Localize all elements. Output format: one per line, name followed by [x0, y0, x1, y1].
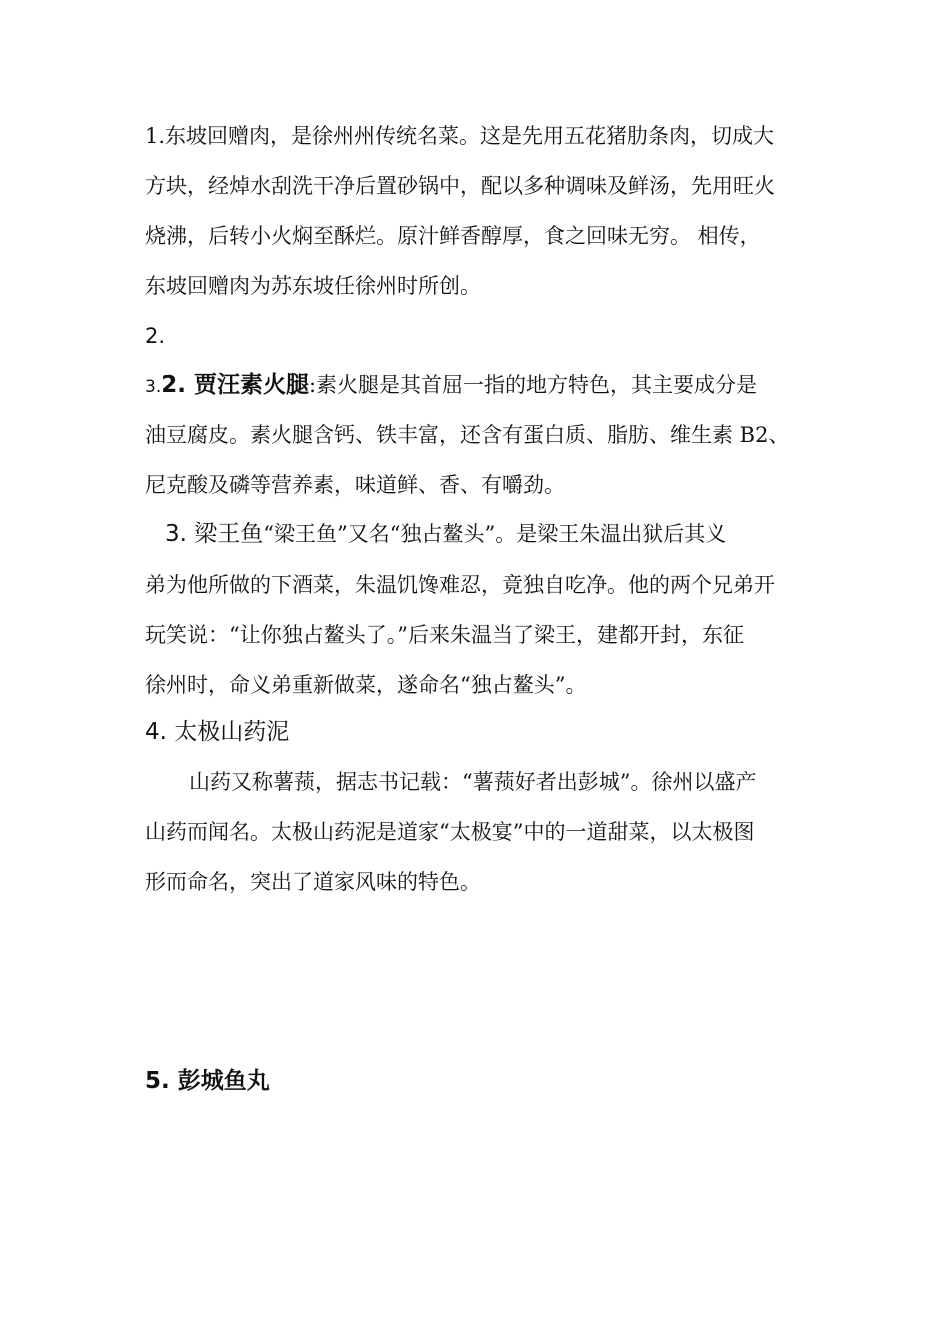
paragraph-line: 山药又称薯蓣，据志书记载：“薯蓣好者出彭城”。徐州以盛产	[189, 770, 757, 794]
paragraph-line: 东坡回赠肉为苏东坡任徐州时所创。	[145, 274, 481, 298]
list-number: 3.	[145, 377, 162, 397]
paragraph-line: 尼克酸及磷等营养素，味道鲜、香、有嚼劲。	[145, 473, 565, 497]
paragraph-line: 山药而闻名。太极山药泥是道家“太极宴”中的一道甜菜，以太极图	[145, 820, 755, 844]
section-heading: 4. 太极山药泥	[145, 719, 290, 745]
paragraph-line: 油豆腐皮。素火腿含钙、铁丰富，还含有蛋白质、脂肪、维生素 B2、	[145, 423, 790, 447]
section-heading: 5. 彭城鱼丸	[145, 1068, 270, 1094]
paragraph-line: 方块，经焯水刮洗干净后置砂锅中，配以多种调味及鲜汤，先用旺火	[145, 174, 775, 198]
list-number: 2.	[145, 324, 166, 348]
paragraph-line	[165, 519, 726, 549]
paragraph-line: 形而命名，突出了道家风味的特色。	[145, 870, 481, 894]
section-heading: 3. 梁王鱼	[165, 521, 264, 547]
paragraph-text: “梁王鱼”又名“独占鳌头”。是梁王朱温出狱后其义	[263, 522, 727, 546]
paragraph-line: 烧沸，后转小火焖至酥烂。原汁鲜香醇厚，食之回味无穷。 相传，	[145, 224, 761, 248]
paragraph-line: 玩笑说：“让你独占鳌头了。”后来朱温当了梁王，建都开封，东征	[145, 623, 744, 647]
paragraph-line: 弟为他所做的下酒菜，朱温饥馋难忍，竟独自吃净。他的两个兄弟开	[145, 573, 775, 597]
paragraph-line	[145, 370, 757, 402]
paragraph-text: :素火腿是其首屈一指的地方特色，其主要成分是	[308, 373, 758, 397]
paragraph-line: 徐州时，命义弟重新做菜，遂命名“独占鳌头”。	[145, 673, 587, 697]
section-heading: 2. 贾汪素火腿	[161, 372, 309, 398]
paragraph-line: 1.东坡回赠肉，是徐州州传统名菜。这是先用五花猪肋条肉，切成大	[145, 124, 775, 148]
